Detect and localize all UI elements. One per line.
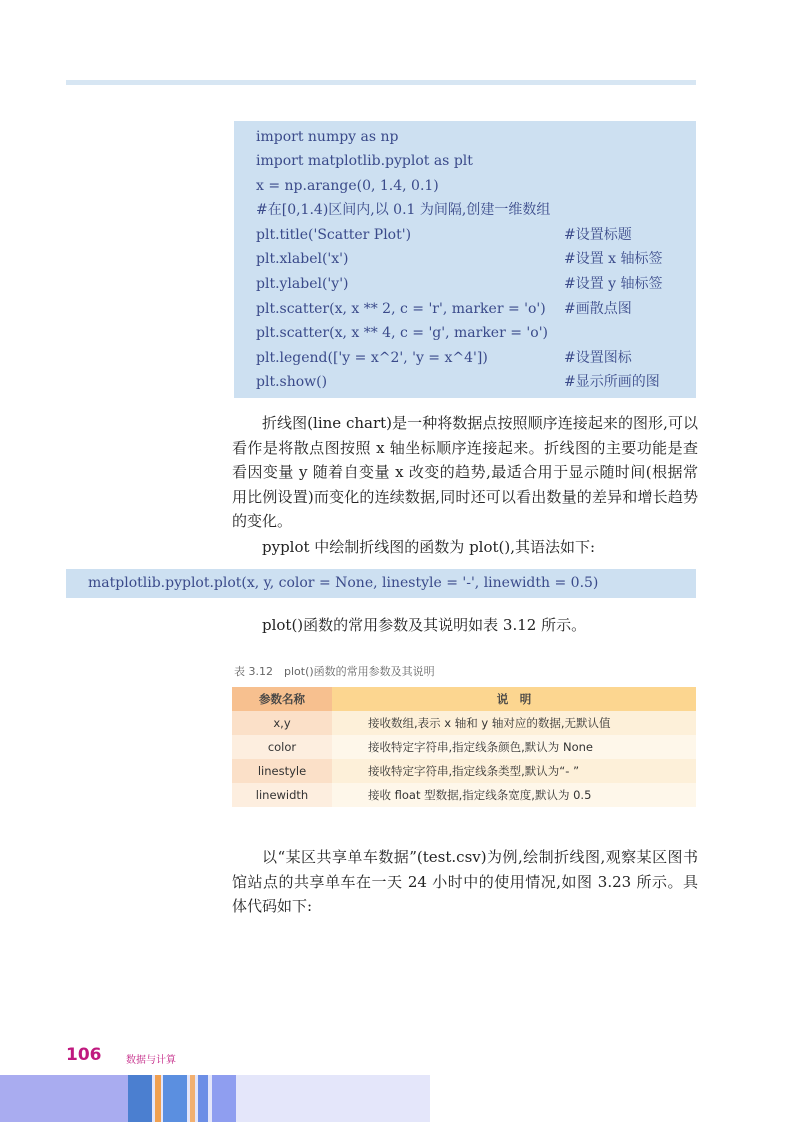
table-header-row [232,687,696,711]
code-block [234,121,696,398]
param-name: linestyle [232,759,332,783]
paragraph-table-ref: plot()函数的常用参数及其说明如表 3.12 所示。 [262,616,587,634]
footer-band-segment [128,1075,152,1122]
param-desc: 接收 float 型数据,指定线条宽度,默认为 0.5 [332,783,696,807]
param-desc: 接收数组,表示 x 轴和 y 轴对应的数据,无默认值 [332,711,696,735]
footer-band-segment [198,1075,208,1122]
footer-band-segment [212,1075,236,1122]
param-name: linewidth [232,783,332,807]
code-comment: #显示所画的图 [564,374,660,390]
params-table [232,687,696,807]
footer-band-segment [0,1075,128,1122]
table-row [232,759,696,783]
code-comment: #设置图标 [564,350,632,366]
param-desc: 接收特定字符串,指定线条颜色,默认为 None [332,735,696,759]
table-header-desc: 说 明 [332,687,696,711]
code-line: import matplotlib.pyplot as plt [256,153,473,169]
code-comment: #设置 y 轴标签 [564,276,663,292]
syntax-text: matplotlib.pyplot.plot(x, y, color = None, linestyle = '-', linewidth = 0.5) [88,575,599,591]
code-line: plt.scatter(x, x ** 2, c = 'r', marker = 'o') [256,301,546,317]
code-line: plt.scatter(x, x ** 4, c = 'g', marker = 'o') [256,325,549,341]
paragraph-example-intro: 以“某区共享单车数据”(test.csv)为例,绘制折线图,观察某区图书馆站点的共享单车在一天 24 小时中的使用情况,如图 3.23 所示。具体代码如下: [232,848,698,915]
header-rule [66,80,696,85]
param-name: color [232,735,332,759]
code-comment: #设置标题 [564,227,632,243]
code-comment: #画散点图 [564,301,632,317]
code-comment: #设置 x 轴标签 [564,251,663,267]
code-line: plt.legend(['y = x^2', 'y = x^4']) [256,350,488,366]
footer-band-segment [163,1075,187,1122]
code-line: plt.title('Scatter Plot') [256,227,412,243]
paragraph-plot-syntax-intro: pyplot 中绘制折线图的函数为 plot(),其语法如下: [262,538,596,556]
syntax-block [66,569,696,598]
table-row [232,783,696,807]
footer-band-segment [155,1075,161,1122]
code-line: plt.xlabel('x') [256,251,349,267]
code-line: plt.ylabel('y') [256,276,349,292]
table-header-name: 参数名称 [232,687,332,711]
table-caption: 表 3.12 plot()函数的常用参数及其说明 [234,665,435,678]
page-number: 106 [66,1045,102,1065]
code-line: plt.show() [256,374,328,390]
table-row [232,735,696,759]
table-row [232,711,696,735]
code-line: x = np.arange(0, 1.4, 0.1) [256,178,439,194]
paragraph-line-chart-intro: 折线图(line chart)是一种将数据点按照顺序连接起来的图形,可以看作是将散点图按照 x 轴坐标顺序连接起来。折线图的主要功能是查看因变量 y 随着自变量 x 改变的趋势,最适合用于显示随时间(根据常用比例设置)而变化的连续数据,同时还可以看出数量的差异和增长趋势的变化。 [232,414,698,530]
book-title: 数据与计算 [126,1055,176,1066]
param-desc: 接收特定字符串,指定线条类型,默认为“- ” [332,759,696,783]
footer-band-segment [190,1075,195,1122]
param-name: x,y [232,711,332,735]
code-line: import numpy as np [256,129,399,145]
code-line: #在[0,1.4)区间内,以 0.1 为间隔,创建一维数组 [256,202,551,218]
